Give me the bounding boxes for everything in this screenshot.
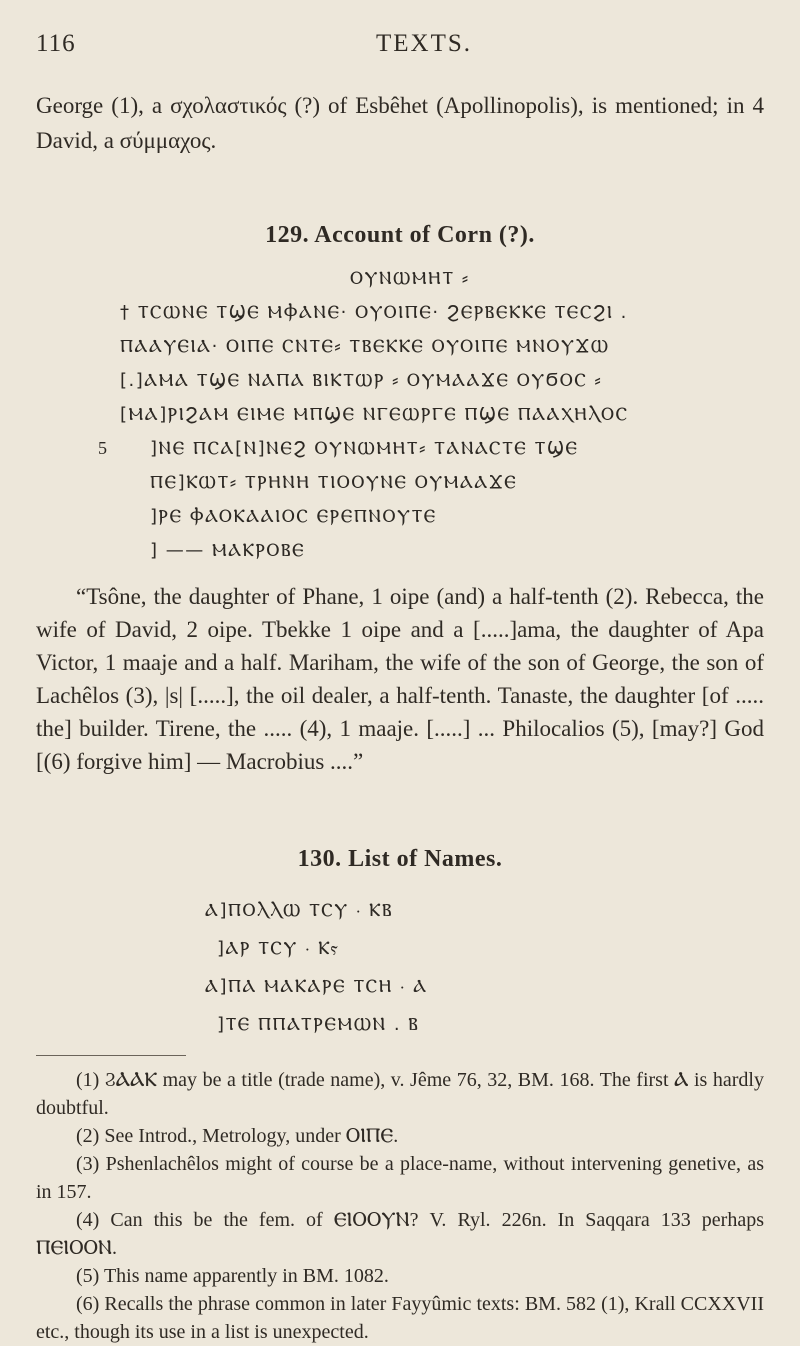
footnote: (1) ϨⲀⲀⲔ may be a title (trade name), v. Jême 76, 32, BM. 168. The first Ⲁ is hardly doubtful.	[36, 1069, 764, 1119]
running-head	[36, 30, 764, 60]
footnotes	[36, 1066, 764, 1346]
running-title: TEXTS.	[376, 30, 473, 57]
page: 116 TEXTS. George (1), a σχολαστικός (?) of Esbêhet (Apollinopolis), is mentioned; in 4 David, a σύμμαχος. 129. Account of Corn (?). ⲞⲨⲚⲰⲘⲎⲦ ⸗ † ⲦⲤⲰⲚⲈ ⲦϢⲈ ⲘⲪⲀⲚⲈ· ⲞⲨⲞⲒⲠⲈ· ϨⲈⲢⲂⲈⲔⲔⲈ ⲦⲈⲤϨⲒ . ⲠⲀⲀⲨⲈⲒⲀ· ⲞⲒⲠⲈ ⲤⲚⲦⲈ⸗ ⲦⲂⲈⲔⲔⲈ ⲞⲨⲞⲒⲠⲈ ⲘⲚⲞⲨϪⲰ [.]ⲀⲘⲀ ⲦϢⲈ ⲚⲀⲠⲀ ⲂⲒⲔⲦⲰⲢ ⸗ ⲞⲨⲘⲀⲀϪⲈ ⲞⲨϬⲞⲤ ⸗ [ⲘⲀ]ⲢⲒϨⲀⲘ ⲈⲒⲘⲈ ⲘⲠϢⲈ ⲚⲄⲈⲰⲢⲄⲈ ⲠϢⲈ ⲠⲀⲀⲬⲎⲖⲞⲤ 5 ]ⲚⲈ ⲠⲤⲀ[Ⲛ]ⲚⲈϨ ⲞⲨⲚⲰⲘⲎⲦ⸗ ⲦⲀⲚⲀⲤⲦⲈ ⲦϢⲈ ⲠⲈ]ⲔⲰⲦ⸗ ⲦⲢⲎⲚⲎ ⲦⲒⲞⲞⲨⲚⲈ ⲞⲨⲘⲀⲀϪⲈ ]ⲢⲈ ⲪⲀⲞⲔⲀⲀⲒⲞⲤ ⲈⲢⲈⲠⲚⲞⲨⲦⲈ ] —— ⲘⲀⲔⲢⲞⲂⲈ “Tsône, the daughter of Phane, 1 oipe (and) a half-tenth (2). Rebecca, the wife of David, 2 oipe. Tbekke 1 oipe and a [.....]ama, the daughter of Apa Victor, 1 maaje and a half. Mariham, the wife of the son of George, the son of Lachêlos (3), |s| [.....], the oil dealer, a half-tenth. Tanaste, the daughter [of ..... the] builder. Tirene, the ..... (4), 1 maaje. [.....] ... Philocalios (5), [may?] God [(6) forgive him] — Macrobius ....” 130. List of Names. Ⲁ]ⲠⲞⲖⲖⲰ ⲦⲤⲨ ⸱ ⲔⲂ ]ⲀⲢ ⲦⲤⲨ ⸱ Ⲕⲋ Ⲁ]ⲠⲀ ⲘⲀⲔⲀⲢⲈ ⲦⲤⲎ ⸱ Ⲁ ]ⲦⲈ ⲠⲠⲀⲦⲢⲈⲘⲰⲚ . Ⲃ (1) ϨⲀⲀⲔ may be a title (trade name), v. Jême 76, 32, BM. 168. The first Ⲁ is hardly doubtful. (2) See Introd., Metrology, under ⲞⲒⲠⲈ. (3) Pshenlachêlos might of course be a place-name, without intervening genetive, as in 157. (4) Can this be the fem. of ⲈⲒⲞⲞⲨⲚ? V. Ryl. 226n. In Saqqara 133 perhaps ⲠⲈⲒⲞⲞⲚ. (5) This name apparently in BM. 1082. (6) Recalls the phrase common in later Fayyûmic texts: BM. 582 (1), Krall CCXXVII etc., though its use in a list is unexpected.	[0, 0, 800, 1337]
footnote: (2) See Introd., Metrology, under ⲞⲒⲠⲈ.	[76, 1125, 399, 1147]
footnote: (4) Can this be the fem. of ⲈⲒⲞⲞⲨⲚ? V. Ryl. 226n. In Saqqara 133 perhaps ⲠⲈⲒⲞⲞⲚ.	[36, 1209, 764, 1259]
page-number: 116	[36, 30, 76, 57]
line-number: 5	[98, 438, 109, 458]
section-129-title: 129. Account of Corn (?).	[265, 222, 535, 248]
section-130-title: 130. List of Names.	[297, 846, 503, 872]
translation-paragraph: “Tsône, the daughter of Phane, 1 oipe (and) a half-tenth (2). Rebecca, the wife of David, 2 oipe. Tbekke 1 oipe and a [.....]ama, the daughter of Apa Victor, 1 maaje and a half. Mariham, the wife of the son of George, the son of Lachêlos (3), |s| [.....], the oil dealer, a half-tenth. Tanaste, the daughter [of ..... the] builder. Tirene, the ..... (4), 1 maaje. [.....] ... Philocalios (5), [may?] God [(6) forgive him] — Macrobius ....”	[36, 584, 764, 774]
footnote: (6) Recalls the phrase common in later Fayyûmic texts: BM. 582 (1), Krall CCXXVII etc., though its use in a list is unexpected.	[36, 1293, 764, 1343]
footnote: (3) Pshenlachêlos might of course be a place-name, without intervening genetive, as in 157.	[36, 1153, 764, 1203]
footnote: (5) This name apparently in BM. 1082.	[76, 1265, 389, 1287]
section-129-translation	[36, 580, 764, 778]
intro-paragraph: George (1), a σχολαστικός (?) of Esbêhet (Apollinopolis), is mentioned; in 4 David, a σύμμαχος.	[36, 93, 764, 153]
footnote-rule	[36, 1055, 186, 1056]
